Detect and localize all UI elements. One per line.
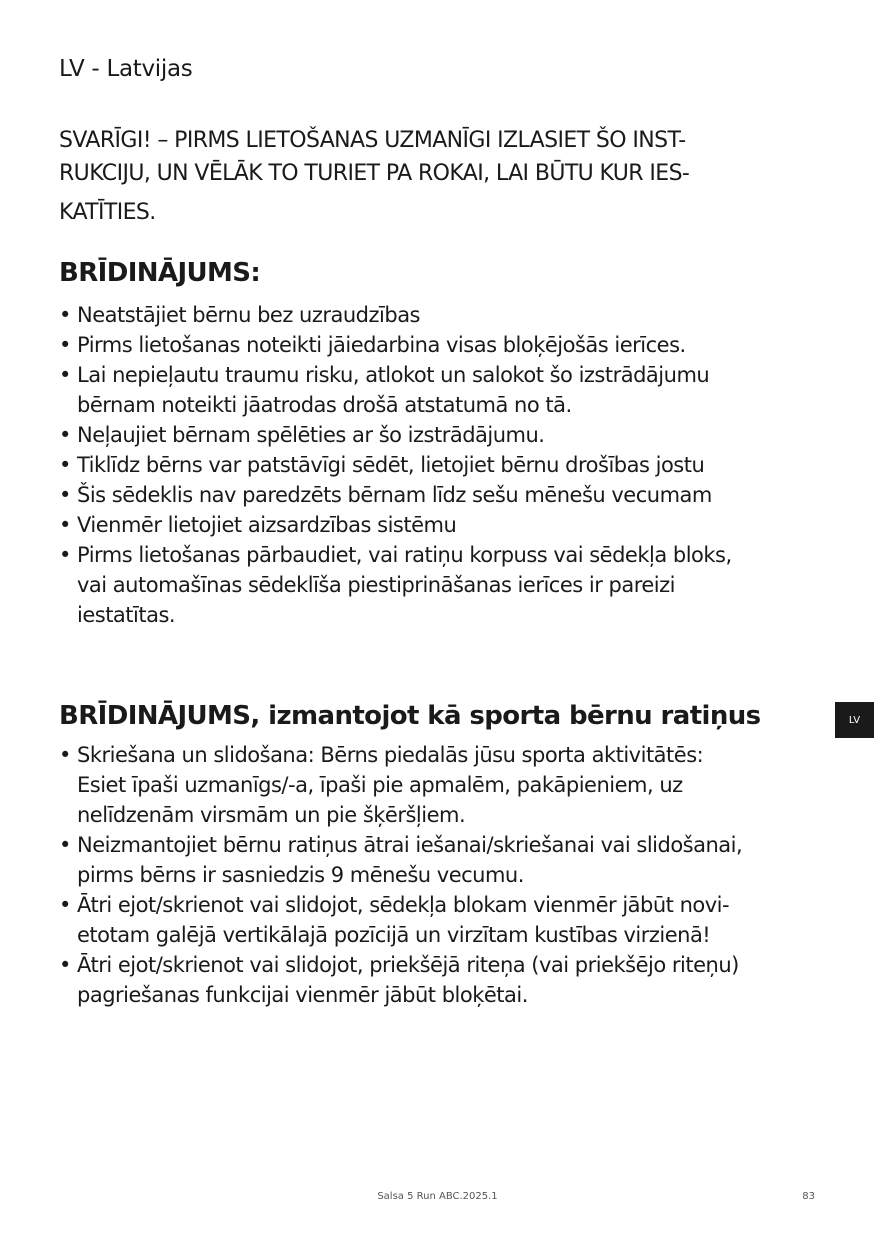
bullet-icon: • — [59, 453, 71, 477]
bullet-icon: • — [59, 483, 71, 507]
language-header: LV - Latvijas — [59, 56, 193, 82]
list-item-text: Vienmēr lietojiet aizsardzības sistēmu — [77, 513, 457, 537]
list-item-text: nelīdzenām virsmām un pie šķēršļiem. — [77, 803, 466, 827]
important-notice — [59, 124, 819, 229]
list-item-text: Pirms lietošanas noteikti jāiedarbina visas bloķējošās ierīces. — [77, 333, 686, 357]
bullet-icon: • — [59, 513, 71, 537]
list-item-text: Ātri ejot/skrienot vai slidojot, sēdekļa blokam vienmēr jābūt novi- — [77, 893, 730, 917]
list-item — [59, 890, 829, 950]
list-item-text: Neizmantojiet bērnu ratiņus ātrai iešanai/skriešanai vai slidošanai, — [77, 833, 743, 857]
list-item-text: iestatītas. — [77, 603, 176, 627]
bullet-icon: • — [59, 833, 71, 857]
bullet-icon: • — [59, 333, 71, 357]
list-item — [59, 950, 829, 1010]
list-item — [59, 300, 829, 330]
bullet-icon: • — [59, 423, 71, 447]
list-item — [59, 510, 829, 540]
list-item-text: Šis sēdeklis nav paredzēts bērnam līdz sešu mēnešu vecumam — [77, 483, 712, 507]
language-side-tab: LV — [835, 702, 874, 738]
warnings-title: BRĪDINĀJUMS: — [59, 258, 261, 288]
list-item-text: Pirms lietošanas pārbaudiet, vai ratiņu korpuss vai sēdekļa bloks, — [77, 543, 732, 567]
list-item — [59, 480, 829, 510]
footer-document-code: Salsa 5 Run ABC.2025.1 — [377, 1191, 498, 1202]
list-item — [59, 740, 829, 830]
list-item-text: Neatstājiet bērnu bez uzraudzības — [77, 303, 421, 327]
important-notice-line: RUKCIJU, UN VĒLĀK TO TURIET PA ROKAI, LAI BŪTU KUR IES- — [59, 161, 690, 186]
list-item-text: pagriešanas funkcijai vienmēr jābūt bloķētai. — [77, 983, 528, 1007]
list-item-text: Neļaujiet bērnam spēlēties ar šo izstrādājumu. — [77, 423, 545, 447]
sport-warnings-title: BRĪDINĀJUMS, izmantojot kā sporta bērnu ratiņus — [59, 701, 761, 731]
list-item-text: Esiet īpaši uzmanīgs/-a, īpaši pie apmalēm, pakāpieniem, uz — [77, 773, 683, 797]
sport-warnings-list — [59, 740, 829, 1010]
list-item-text: pirms bērns ir sasniedzis 9 mēnešu vecumu. — [77, 863, 524, 887]
bullet-icon: • — [59, 743, 71, 767]
warnings-list — [59, 300, 829, 630]
list-item — [59, 360, 829, 420]
bullet-icon: • — [59, 893, 71, 917]
list-item-text: Tiklīdz bērns var patstāvīgi sēdēt, lietojiet bērnu drošības jostu — [77, 453, 705, 477]
important-notice-line: KATĪTIES. — [59, 200, 156, 225]
list-item — [59, 420, 829, 450]
list-item-text: Skriešana un slidošana: Bērns piedalās jūsu sporta aktivitātēs: — [77, 743, 704, 767]
important-notice-line: SVARĪGI! – PIRMS LIETOŠANAS UZMANĪGI IZLASIET ŠO INST- — [59, 128, 686, 153]
list-item-text: vai automašīnas sēdeklīša piestiprināšanas ierīces ir pareizi — [77, 573, 675, 597]
bullet-icon: • — [59, 303, 71, 327]
list-item-text: bērnam noteikti jāatrodas drošā atstatumā no tā. — [77, 393, 572, 417]
list-item — [59, 450, 829, 480]
list-item — [59, 330, 829, 360]
bullet-icon: • — [59, 543, 71, 567]
list-item — [59, 830, 829, 890]
footer-page-number: 83 — [802, 1191, 815, 1202]
list-item-text: Ātri ejot/skrienot vai slidojot, priekšējā riteņa (vai priekšējo riteņu) — [77, 953, 739, 977]
list-item — [59, 540, 829, 630]
bullet-icon: • — [59, 953, 71, 977]
list-item-text: Lai nepieļautu traumu risku, atlokot un salokot šo izstrādājumu — [77, 363, 710, 387]
list-item-text: etotam galējā vertikālajā pozīcijā un virzītam kustības virzienā! — [77, 923, 711, 947]
bullet-icon: • — [59, 363, 71, 387]
